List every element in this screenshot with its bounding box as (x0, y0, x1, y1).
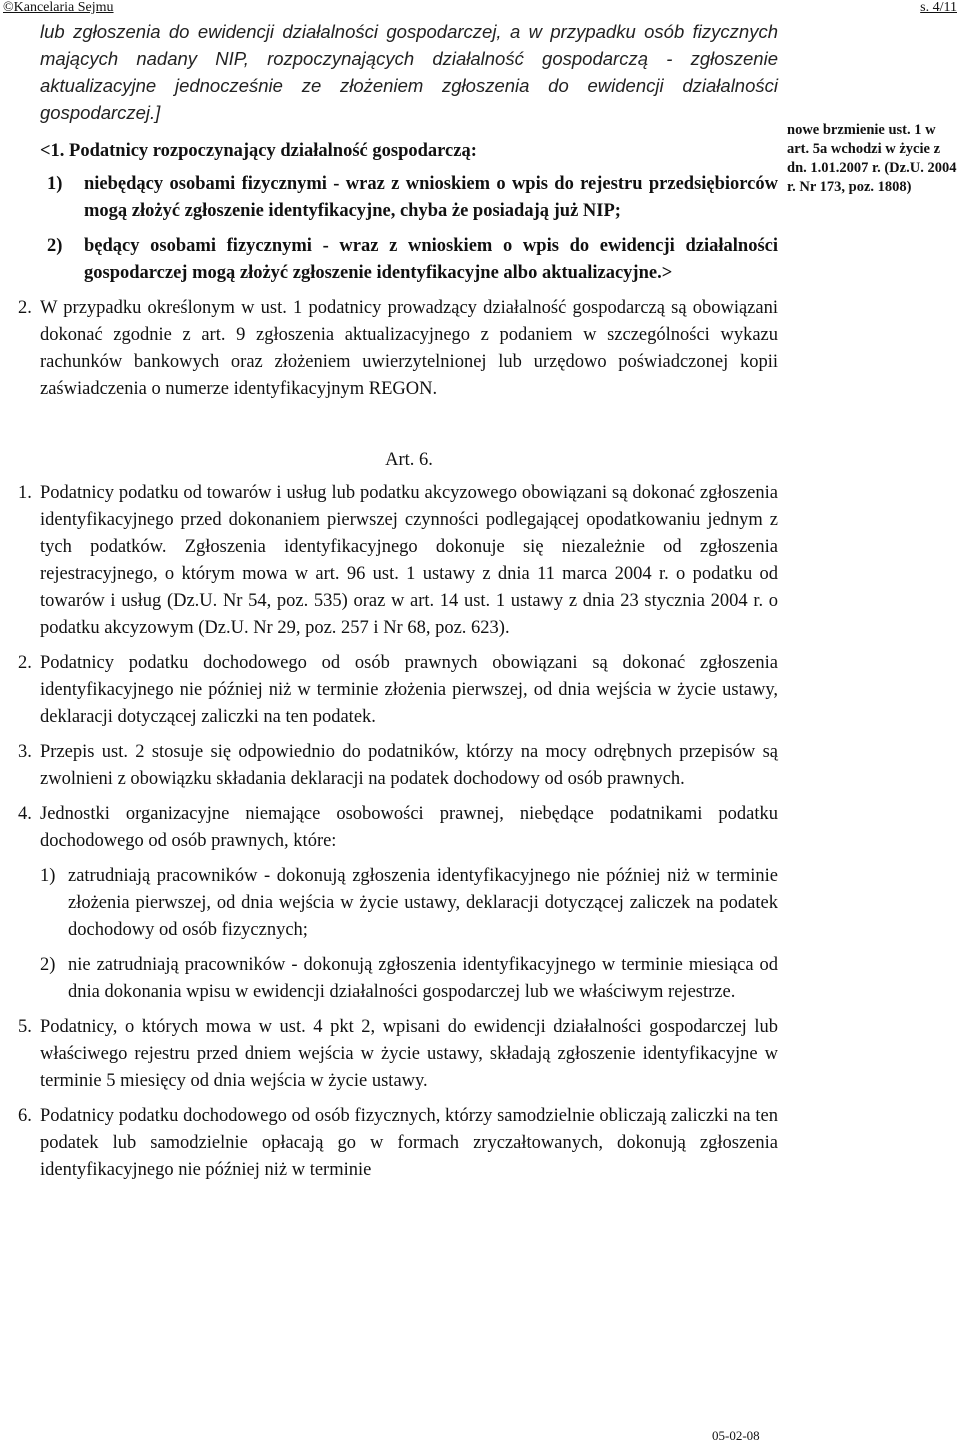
paragraph-number: 5. (18, 1017, 32, 1037)
list-item-text: nie zatrudniają pracowników - dokonują zgłoszenia identyfikacyjnego w terminie miesiąca od dnia dokonania wpisu w ewidencji działalności gospodarczej lub we właściwym rejestrze. (68, 955, 778, 1002)
footer-date: 05-02-08 (712, 1428, 760, 1443)
paragraph-number: 2. (18, 298, 32, 318)
paragraph-number: 6. (18, 1106, 32, 1126)
list-item-number: 2) (47, 236, 63, 256)
paragraph (18, 295, 778, 403)
sub-item-list (40, 863, 778, 1006)
paragraph-number: 3. (18, 742, 32, 762)
list-item-number: 2) (40, 955, 56, 975)
paragraph (18, 739, 778, 793)
paragraph-text: Podatnicy, o których mowa w ust. 4 pkt 2, wpisani do ewidencji działalności gospodarczej lub właściwego rejestru przed dniem wejścia w życie ustawy, składają zgłoszenie identyfikacyjne w terminie 5 miesięcy od dnia wejścia w życie ustawy. (40, 1017, 778, 1091)
paragraph-text: Przepis ust. 2 stosuje się odpowiednio do podatników, którzy na mocy odrębnych przepisów są zwolnieni z obowiązku składania deklaracji na podatek dochodowy od osób prawnych. (40, 742, 778, 789)
page-header (0, 0, 960, 20)
paragraph (18, 650, 778, 731)
paragraph (18, 1103, 778, 1184)
list-item-text: będący osobami fizycznymi - wraz z wnioskiem o wpis do ewidencji działalności gospodarczej mogą złożyć zgłoszenie identyfikacyjne albo aktualizacyjne.> (84, 236, 778, 283)
list-item (40, 952, 778, 1006)
paragraph-text: Jednostki organizacyjne niemające osobowości prawnej, niebędące podatnikami podatku dochodowego od osób prawnych, które: (40, 804, 778, 851)
paragraph-text: W przypadku określonym w ust. 1 podatnicy prowadzący działalność gospodarczą są obowiązani dokonać zgodnie z art. 9 zgłoszenia aktualizacyjnego z podaniem w szczególności wykazu rachunków bankowych oraz złożeniem uwierzytelnionej lub urzędowo poświadczonej kopii zaświadczenia o numerze identyfikacyjnym REGON. (40, 298, 778, 399)
list-item-number: 1) (40, 866, 56, 886)
paragraph (18, 801, 778, 855)
paragraph-number: 1. (18, 483, 32, 503)
list-item (47, 171, 778, 225)
header-publisher: ©Kancelaria Sejmu (3, 0, 114, 15)
list-item-text: niebędący osobami fizycznymi - wraz z wnioskiem o wpis do rejestru przedsiębiorców mogą złożyć zgłoszenie identyfikacyjne, chyba że posiadają już NIP; (84, 174, 778, 221)
new-wording-intro: <1. Podatnicy rozpoczynający działalność gospodarczą: (40, 141, 477, 161)
paragraph-number: 2. (18, 653, 32, 673)
paragraph-text: Podatnicy podatku dochodowego od osób fizycznych, którzy samodzielnie obliczają zaliczki na ten podatek lub samodzielnie opłacają go w formach zryczałtowanych, dokonują zgłoszenia identyfikacyjnego nie później niż w terminie (40, 1106, 778, 1180)
header-page-number: s. 4/11 (920, 0, 957, 15)
margin-note: nowe brzmienie ust. 1 w art. 5a wchodzi w życie z dn. 1.01.2007 r. (Dz.U. 2004 r. Nr 173, poz. 1808) (787, 122, 957, 195)
new-wording-list (47, 171, 778, 287)
list-item (47, 233, 778, 287)
repealed-text: lub zgłoszenia do ewidencji działalności gospodarczej, a w przypadku osób fizycznych mających nadany NIP, rozpoczynających działalność gospodarczą - zgłoszenie aktualizacyjne jednocześnie ze złożeniem zgłoszenia do ewidencji działalności gospodarczej.] (40, 21, 778, 123)
paragraph-number: 4. (18, 804, 32, 824)
article-title: Art. 6. (385, 450, 433, 470)
document-body (18, 18, 778, 1192)
new-wording-block (40, 138, 778, 287)
paragraph (18, 480, 778, 642)
paragraph (18, 1014, 778, 1095)
paragraph-text: Podatnicy podatku od towarów i usług lub podatku akcyzowego obowiązani są dokonać zgłoszenia identyfikacyjnego przed dokonaniem pierwszej czynności podlegającej opodatkowaniu jednym z tych podatków. Zgłoszenia identyfikacyjnego dokonuje się niezależnie od zgłoszenia rejestracyjnego, o którym mowa w art. 96 ust. 1 ustawy z dnia 11 marca 2004 r. o podatku od towarów i usług (Dz.U. Nr 54, poz. 535) oraz w art. 14 ust. 1 ustawy z dnia 23 stycznia 2004 r. o podatku akcyzowym (Dz.U. Nr 29, poz. 257 i Nr 68, poz. 623). (40, 483, 778, 638)
paragraph-text: Podatnicy podatku dochodowego od osób prawnych obowiązani są dokonać zgłoszenia identyfikacyjnego nie później niż w terminie złożenia pierwszej, od dnia wejścia w życie ustawy, deklaracji dotyczącej zaliczki na ten podatek. (40, 653, 778, 727)
list-item-number: 1) (47, 174, 63, 194)
list-item (40, 863, 778, 944)
list-item-text: zatrudniają pracowników - dokonują zgłoszenia identyfikacyjnego nie później niż w terminie złożenia pierwszej, od dnia wejścia w życie ustawy, deklaracji dotyczącej zaliczek na podatek dochodowy od osób fizycznych; (68, 866, 778, 940)
